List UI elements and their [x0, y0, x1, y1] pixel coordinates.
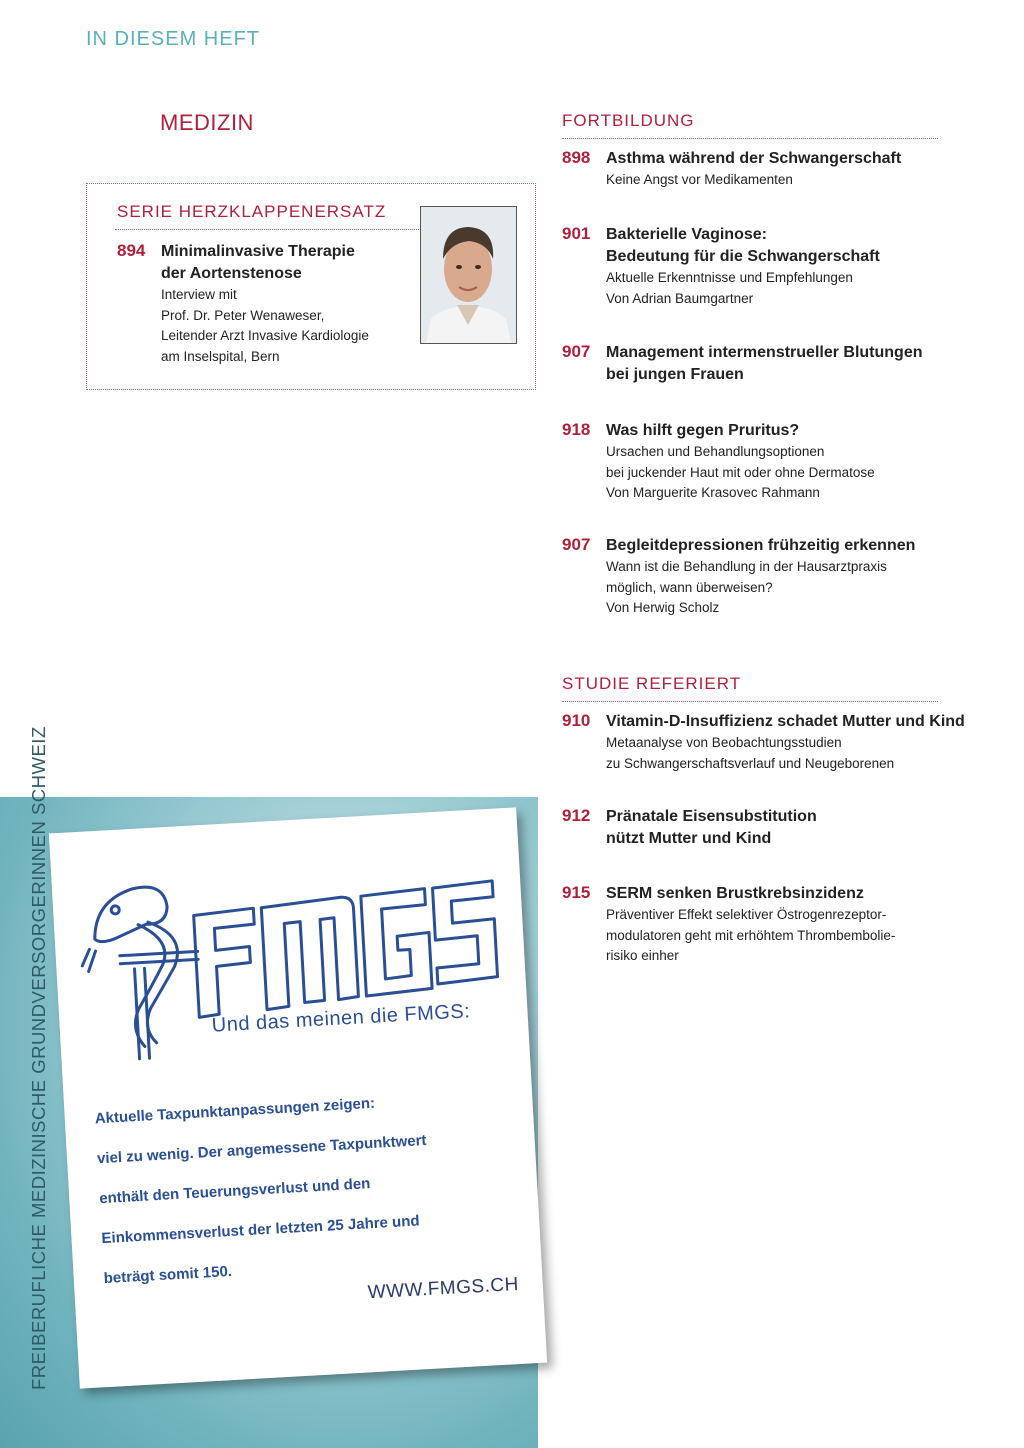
entry-line: Von Herwig Scholz — [606, 600, 720, 615]
entry-line: Interview mit — [161, 287, 237, 302]
studie-title: STUDIE REFERIERT — [562, 674, 742, 693]
entry-line: Aktuelle Erkenntnisse und Empfehlungen — [606, 270, 853, 285]
fortbildung-divider — [562, 138, 938, 139]
ad-website-link[interactable]: WWW.FMGS.CH — [367, 1273, 520, 1304]
entry-line: möglich, wann überweisen? — [606, 579, 773, 595]
logo-letter-s — [432, 881, 497, 984]
entry-line: zu Schwangerschaftsverlauf und Neugeborenen — [606, 755, 895, 771]
ad-body-line: viel zu wenig. Der angemessene Taxpunktwert — [96, 1131, 427, 1168]
entry-line: Prof. Dr. Peter Wenaweser, — [161, 307, 325, 323]
entry-headline: Vitamin-D-Insuffizienz schadet Mutter und Kind — [606, 713, 965, 730]
entry-line: Von Adrian Baumgartner — [606, 290, 754, 306]
entry-headline: Management intermenstrueller Blutungen — [606, 344, 923, 361]
portrait-photo — [420, 206, 517, 344]
entry-headline: bei jungen Frauen — [606, 366, 744, 383]
entry-headline: Minimalinvasive Therapie — [161, 243, 355, 260]
entry-headline: nützt Mutter und Kind — [606, 830, 772, 847]
entry-line: modulatoren geht mit erhöhtem Thrombembolie- — [606, 927, 896, 943]
entry-headline: Bakterielle Vaginose: — [606, 226, 767, 243]
entry-line: Metaanalyse von Beobachtungsstudien — [606, 735, 842, 750]
entry-headline: Asthma während der Schwangerschaft — [606, 150, 902, 167]
snake-staff-icon — [78, 884, 203, 1061]
page-number: 910 — [562, 711, 591, 730]
page-number: 918 — [562, 420, 591, 439]
ad-body-line: Einkommensverlust der letzten 25 Jahre und — [101, 1212, 420, 1248]
ad-body-line: enthält den Teuerungsverlust und den — [98, 1175, 371, 1208]
page-number: 901 — [562, 224, 591, 243]
ad-body-line: beträgt somit 150. — [103, 1262, 233, 1288]
section-header-label: IN DIESEM HEFT — [86, 28, 261, 50]
entry-line: risiko einher — [606, 948, 679, 963]
entry-line: Ursachen und Behandlungsoptionen — [606, 444, 825, 459]
entry-line: Von Marguerite Krasovec Rahmann — [606, 485, 820, 500]
entry-headline: Bedeutung für die Schwangerschaft — [606, 248, 880, 265]
page-number: 907 — [562, 535, 591, 554]
entry-line: Präventiver Effekt selektiver Östrogenrezeptor- — [606, 907, 887, 922]
ad-body-line: Aktuelle Taxpunktanpassungen zeigen: — [94, 1094, 376, 1128]
logo-letter-f — [193, 908, 259, 1017]
logo-letter-g — [361, 888, 433, 996]
page-number: 898 — [562, 148, 591, 167]
ad-tagline: Und das meinen die FMGS: — [211, 1000, 471, 1037]
page-number: 915 — [562, 883, 591, 902]
entry-line: bei juckender Haut mit oder ohne Dermatose — [606, 464, 875, 480]
logo-letter-m — [261, 897, 359, 1010]
ad-card — [49, 807, 547, 1388]
entry-headline: Was hilft gegen Pruritus? — [606, 422, 800, 439]
ad-side-text: FREIBERUFLICHE MEDIZINISCHE GRUNDVERSORGERINNEN SCHWEIZ — [28, 726, 49, 1390]
page-number: 907 — [562, 342, 591, 361]
entry-line: Keine Angst vor Medikamenten — [606, 172, 793, 187]
page-number: 894 — [117, 241, 146, 260]
serie-title: SERIE HERZKLAPPENERSATZ — [117, 202, 387, 221]
ad-body-text — [94, 1076, 525, 1299]
entry-headline: Pränatale Eisensubstitution — [606, 808, 817, 825]
fortbildung-title: FORTBILDUNG — [562, 111, 695, 130]
entry-line: Leitender Arzt Invasive Kardiologie — [161, 328, 369, 343]
fmgs-logo — [72, 839, 503, 1072]
entry-line: am Inselspital, Bern — [161, 348, 280, 364]
entry-headline: SERM senken Brustkrebsinzidenz — [606, 885, 864, 902]
entry-headline: Begleitdepressionen frühzeitig erkennen — [606, 537, 916, 554]
medizin-title: MEDIZIN — [160, 110, 254, 135]
entry-headline: der Aortenstenose — [161, 265, 302, 282]
page-number: 912 — [562, 806, 591, 825]
serie-box — [86, 183, 536, 390]
entry-line: Wann ist die Behandlung in der Hausarztpraxis — [606, 559, 887, 574]
studie-divider — [562, 701, 938, 702]
